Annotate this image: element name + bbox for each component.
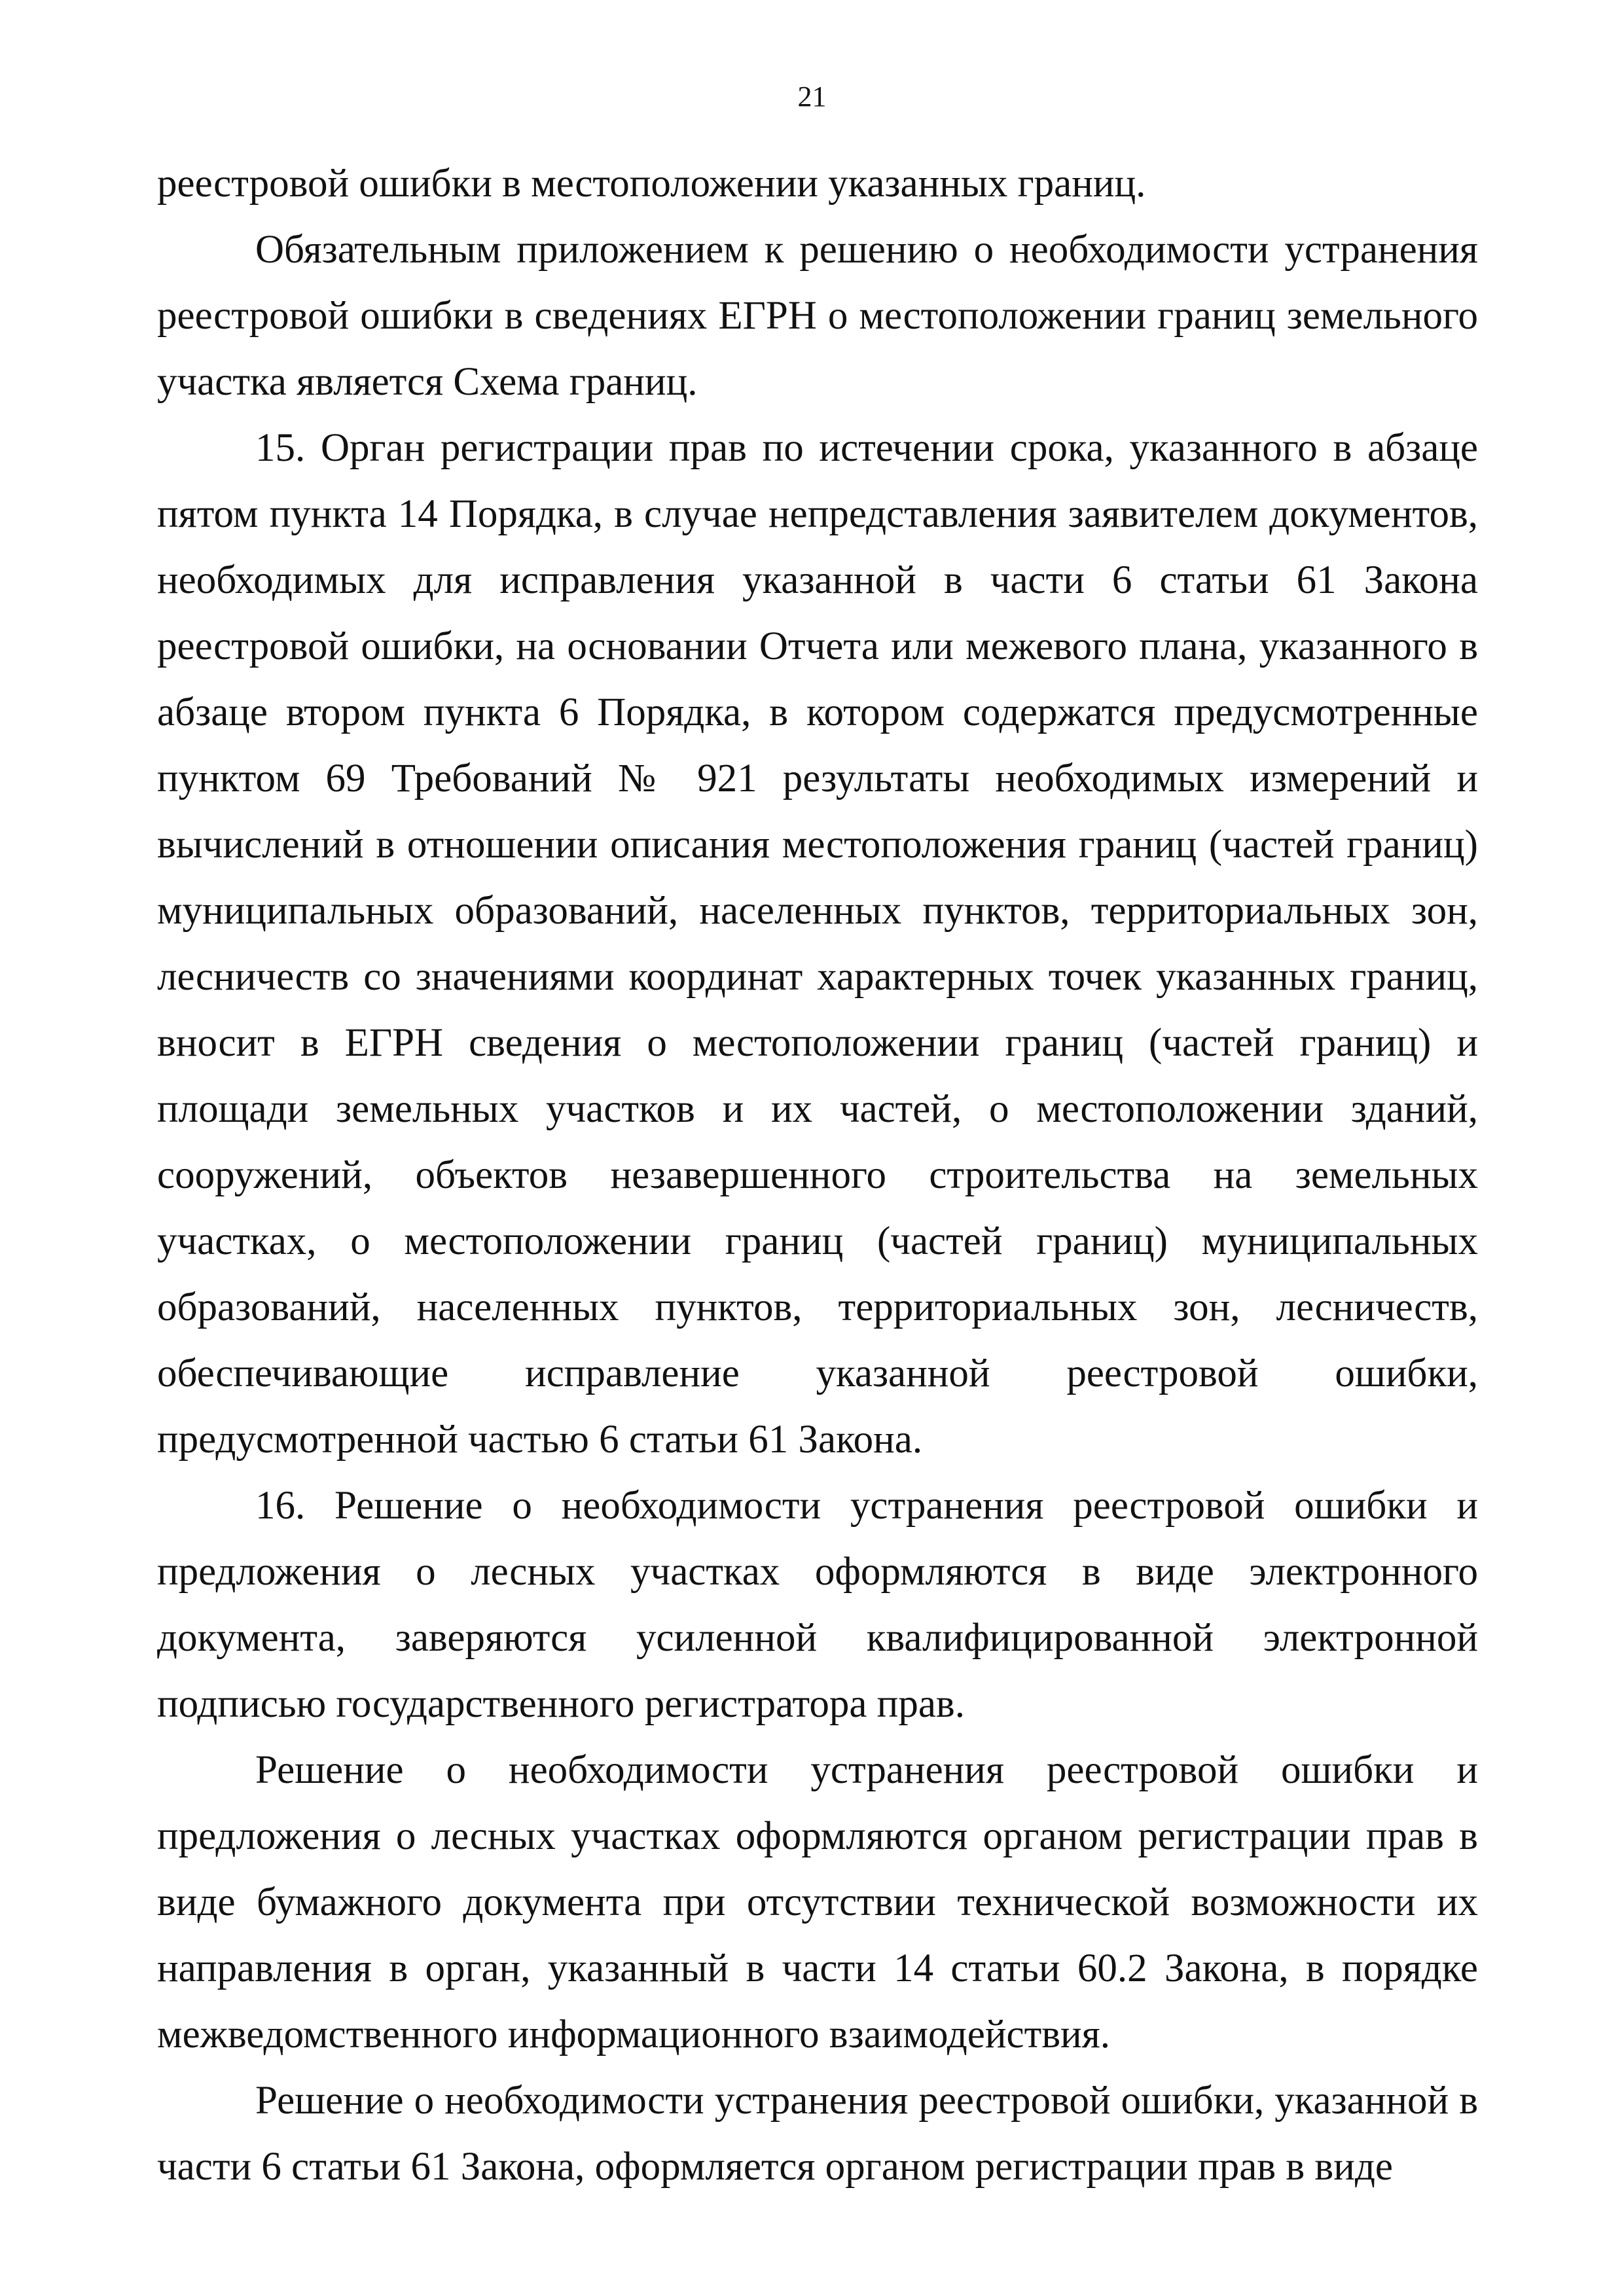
paragraph-decision-form: Решение о необходимости устранения реестровой ошибки, указанной в части 6 статьи 61 Закона, оформляется органом регистрации прав в виде (157, 2079, 1478, 2189)
document-body (157, 151, 1478, 2200)
paragraph-continuation: реестровой ошибки в местоположении указанных границ. (157, 162, 1146, 206)
paragraph-paper-document: Решение о необходимости устранения реестровой ошибки и предложения о лесных участках оформляются органом регистрации прав в виде бумажного документа при отсутствии технической возможности их направления в орган, указанный в части 14 статьи 60.2 Закона, в порядке межведомственного информационного взаимодействия. (157, 1748, 1478, 2056)
paragraph-appendix: Обязательным приложением к решению о необходимости устранения реестровой ошибки в сведениях ЕГРН о местоположении границ земельного участка является Схема границ. (157, 228, 1478, 404)
paragraph-item-16: 16. Решение о необходимости устранения реестровой ошибки и предложения о лесных участках оформляются в виде электронного документа, заверяются усиленной квалифицированной электронной подписью государственного регистратора прав. (157, 1484, 1478, 1726)
page-number: 21 (797, 81, 827, 113)
paragraph-item-15: 15. Орган регистрации прав по истечении срока, указанного в абзаце пятом пункта 14 Порядка, в случае непредставления заявителем документов, необходимых для исправления указанной в части 6 статьи 61 Закона реестровой ошибки, на основании Отчета или межевого плана, указанного в абзаце втором пункта 6 Порядка, в котором содержатся предусмотренные пунктом 69 Требований № 921 результаты необходимых измерений и вычислений в отношении описания местоположения границ (частей границ) муниципальных образований, населенных пунктов, территориальных зон, лесничеств со значениями координат характерных точек указанных границ, вносит в ЕГРН сведения о местоположении границ (частей границ) и площади земельных участков и их частей, о местоположении зданий, сооружений, объектов незавершенного строительства на земельных участках, о местоположении границ (частей границ) муниципальных образований, населенных пунктов, территориальных зон, лесничеств, обеспечивающие исправление указанной реестровой ошибки, предусмотренной частью 6 статьи 61 Закона. (157, 426, 1478, 1462)
